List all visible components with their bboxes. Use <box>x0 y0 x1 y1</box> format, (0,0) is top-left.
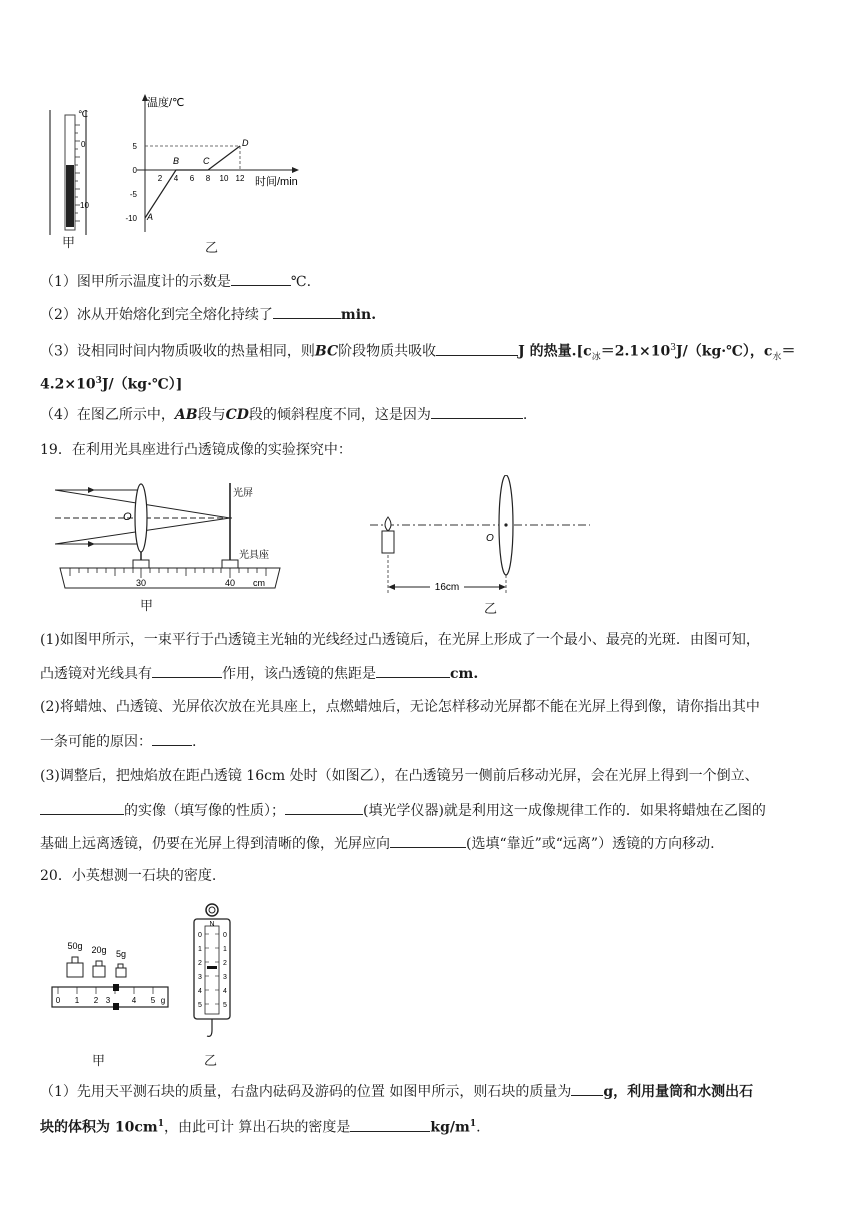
spring-scale-figure <box>188 902 238 1042</box>
bench-caption: 甲 <box>140 599 154 614</box>
graph-point-d: D <box>242 138 249 148</box>
scale-unit-n: N <box>209 921 215 928</box>
bench-tick-30: 30 <box>135 578 147 588</box>
answer-blank[interactable] <box>152 663 222 678</box>
balance-caption: 甲 <box>92 1054 106 1069</box>
thermo-unit: ℃ <box>78 109 89 119</box>
thermometer-figure <box>40 95 110 255</box>
scale-tick: 3 <box>223 974 227 981</box>
bench-label: 光具座 <box>239 550 269 561</box>
ruler-tick: 5 <box>150 996 156 1005</box>
answer-blank[interactable] <box>231 271 291 286</box>
graph-xtick: 4 <box>173 174 179 183</box>
screen-label: 光屏 <box>233 488 253 499</box>
graph-xtick: 8 <box>205 174 211 183</box>
graph-xtick: 12 <box>235 174 245 183</box>
ruler-tick: 0 <box>55 996 61 1005</box>
scale-tick: 4 <box>198 988 202 995</box>
thermo-tick-10: 10 <box>80 201 89 210</box>
graph-point-a: A <box>147 212 154 222</box>
scale-tick: 5 <box>198 1002 202 1009</box>
q18-part3-cont: $4.2\times 10^3J/(kg\cdot℃)$] <box>40 376 183 393</box>
answer-blank[interactable] <box>390 833 466 848</box>
q19-part2-cont: 一条可能的原因： . <box>40 731 830 752</box>
bench-tick-40: 40 <box>224 578 236 588</box>
scale-tick: 1 <box>198 946 202 953</box>
graph-ytick: 0 <box>132 166 137 175</box>
answer-blank[interactable] <box>273 304 341 319</box>
scale-tick: 5 <box>223 1002 227 1009</box>
q20-title: 20．小英想测一石块的密度. <box>40 868 217 884</box>
q19-part3-end: 基础上远离透镜，仍要在光屏上得到清晰的像，光屏应向 (选填“靠近”或“远离”）透镜的方向移动. <box>40 833 830 854</box>
q18-part2: （2）冰从开始熔化到完全熔化持续了 min. <box>40 304 830 325</box>
answer-blank[interactable] <box>350 1117 430 1132</box>
graph-ylabel: 温度/℃ <box>147 97 185 109</box>
balance-weights-figure <box>50 935 175 1025</box>
candle-caption: 乙 <box>484 602 498 617</box>
q19-part1: (1)如图甲所示，一束平行于凸透镜主光轴的光线经过凸透镜后，在光屏上形成了一个最小、最亮的光斑．由图可知， <box>40 632 760 648</box>
answer-blank[interactable] <box>40 800 124 815</box>
scale-tick: 1 <box>223 946 227 953</box>
q18-part4: （4）在图乙所示中，AB段与CD段的倾斜程度不同，这是因为 . <box>40 404 830 425</box>
bench-unit: cm <box>253 578 265 588</box>
graph-ytick: -5 <box>129 190 137 199</box>
ruler-tick: 1 <box>74 996 80 1005</box>
thermo-tick-0: 0 <box>81 140 86 149</box>
graph-xtick: 6 <box>189 174 195 183</box>
ruler-unit: g <box>160 996 166 1005</box>
scale-tick: 2 <box>198 960 202 967</box>
ruler-tick: 4 <box>131 996 137 1005</box>
answer-blank[interactable] <box>152 731 192 746</box>
q19-part3: (3)调整后，把烛焰放在距凸透镜 16cm 处时（如图乙），在凸透镜另一侧前后移动光屏，会在光屏上得到一个倒立、 <box>40 768 759 784</box>
graph-xlabel: 时间/min <box>255 176 298 188</box>
weight-50g-label: 50g <box>67 941 83 951</box>
distance-label: 16cm <box>434 582 460 593</box>
graph-caption: 乙 <box>205 241 219 256</box>
q18-part1: （1）图甲所示温度计的示数是 ℃. <box>40 271 830 292</box>
answer-blank[interactable] <box>436 341 518 356</box>
answer-blank[interactable] <box>376 663 450 678</box>
scale-tick: 4 <box>223 988 227 995</box>
temperature-graph <box>125 92 310 242</box>
q18-part3: （3）设相同时间内物质吸收的热量相同，则BC阶段物质共吸收 J 的热量$.[c_冰=2.1\times 10^3J/(kg\cdot℃)$，$c_水=$ <box>40 338 830 367</box>
q20-part1: （1）先用天平测石块的质量，右盘内砝码及游码的位置 如图甲所示，则石块的质量为 g，利用量筒和水测出石 <box>40 1081 830 1102</box>
q19-part2: (2)将蜡烛、凸透镜、光屏依次放在光具座上，点燃蜡烛后，无论怎样移动光屏都不能在光屏上得到像，请你指出其中 <box>40 699 760 715</box>
answer-blank[interactable] <box>431 404 523 419</box>
weight-20g-label: 20g <box>91 945 107 955</box>
lens-o-label: O <box>123 511 132 523</box>
graph-point-b: B <box>173 156 180 166</box>
scale-tick: 0 <box>198 932 202 939</box>
candle-lens-figure <box>370 475 600 610</box>
weight-5g-label: 5g <box>115 949 127 959</box>
graph-xtick: 10 <box>219 174 229 183</box>
q19-part1-cont: 凸透镜对光线具有 作用，该凸透镜的焦距是 cm. <box>40 663 830 684</box>
graph-ytick: -10 <box>125 214 137 223</box>
answer-blank[interactable] <box>571 1081 603 1096</box>
q19-title: 19．在利用光具座进行凸透镜成像的实验探究中： <box>40 442 352 458</box>
thermometer-caption: 甲 <box>62 236 76 251</box>
answer-blank[interactable] <box>285 800 363 815</box>
lens-o-label-2: O <box>486 533 494 544</box>
graph-point-c: C <box>203 156 210 166</box>
spring-scale-caption: 乙 <box>204 1054 218 1069</box>
q19-part3-cont: 的实像（填写像的性质）； (填光学仪器)就是利用这一成像规律工作的．如果将蜡烛在乙图的 <box>40 800 830 821</box>
ruler-tick: 2 <box>93 996 99 1005</box>
graph-xtick: 2 <box>157 174 163 183</box>
optical-bench-figure <box>55 478 290 613</box>
q20-part1-cont: 块的体积为 $10cm^1$，由此可计 算出石块的密度是 $kg/m^1$. <box>40 1114 830 1138</box>
scale-tick: 3 <box>198 974 202 981</box>
graph-ytick: 5 <box>132 142 137 151</box>
scale-tick: 2 <box>223 960 227 967</box>
ruler-tick: 3 <box>105 996 111 1005</box>
scale-tick: 0 <box>223 932 227 939</box>
